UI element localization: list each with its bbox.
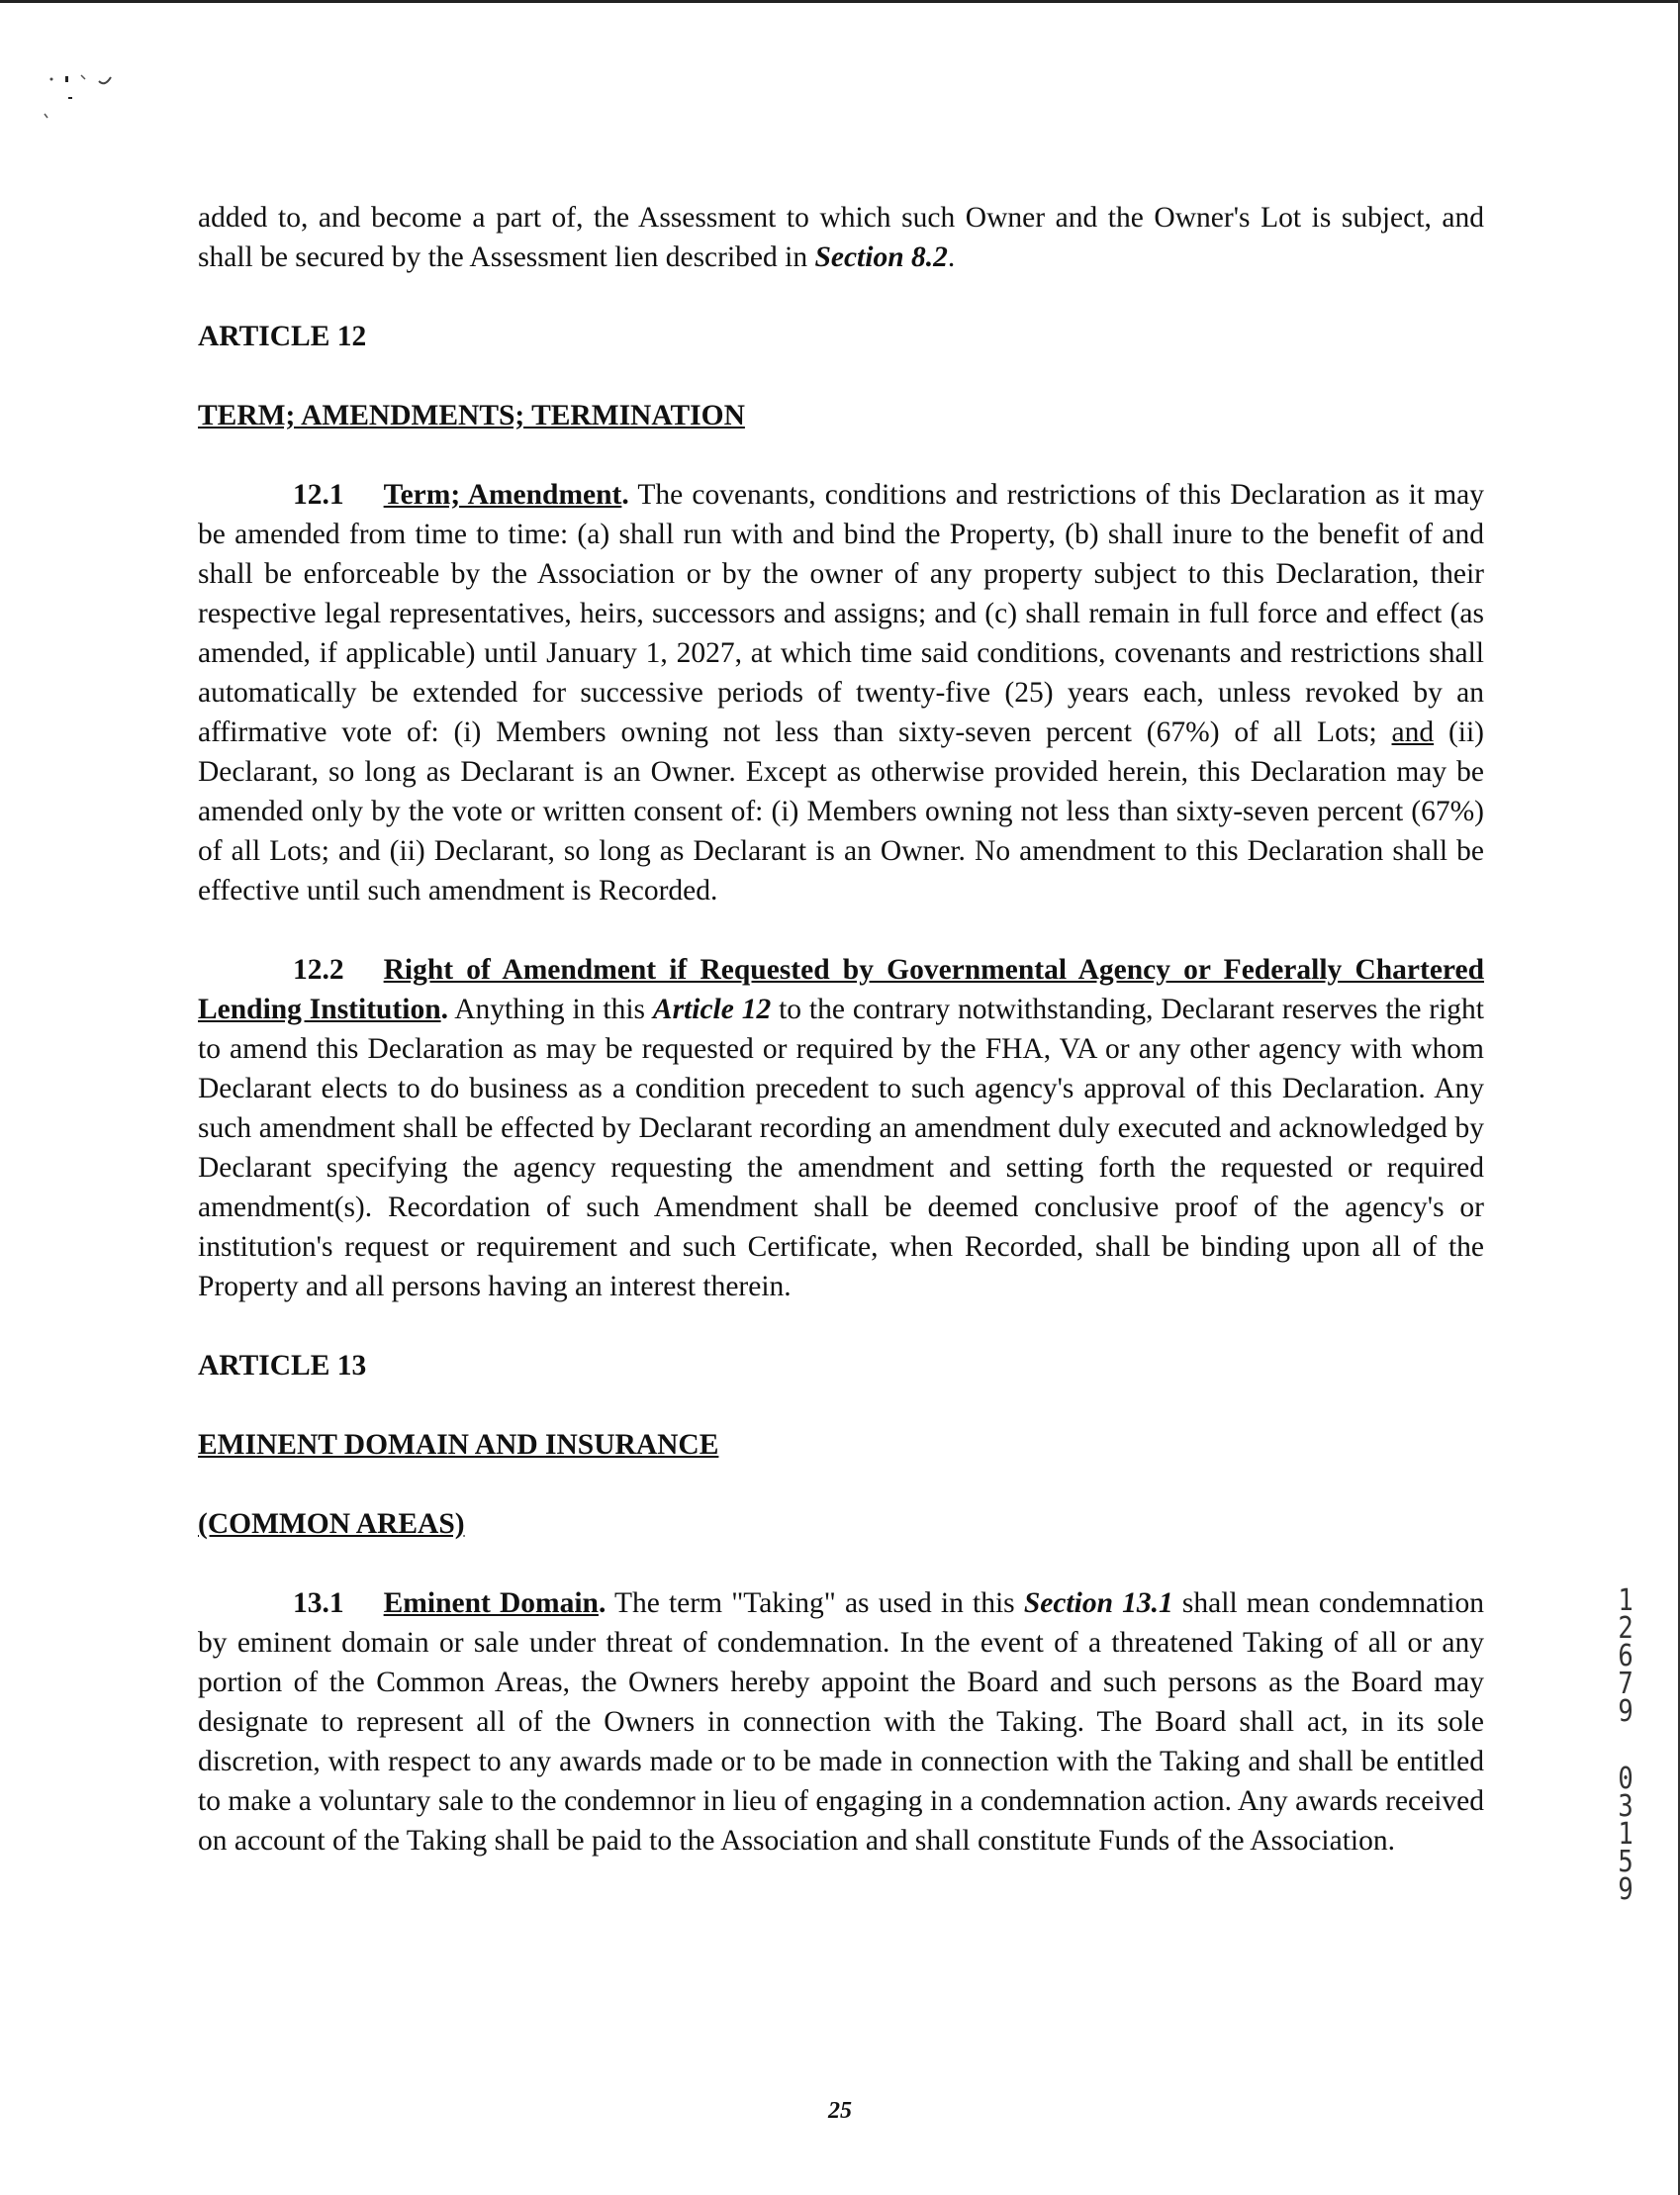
section-12-1-text: The covenants, conditions and restrictions of this Declaration as it may be amended from time to time: (a) shall run with and bind the Property, (b) shall inure to the benefit of and shall be enforceable by the Association or by the owner of any property subject to this Declaration, their respective legal representatives, heirs, successors and assigns; and (c) shall remain in full force and effect (as amended, if applicable) until January 1, 2027, at which time said conditions, covenants and restrictions shall automatically be extended for successive periods of twenty-five (25) years each, unless revoked by an affirmative vote of: (i) Members owning not less than sixty-seven percent (67%) of all Lots;	[198, 479, 1484, 748]
article-13-title-text: EMINENT DOMAIN AND INSURANCE	[198, 1429, 719, 1461]
section-12-1-text-cont: (ii) Declarant, so long as Declarant is an Owner. Except as otherwise provided herein, this Declaration may be amended only by the vote or written consent of: (i) Members owning not less than sixty-seven percent (67%) of all Lots; and (ii) Declarant, so long as Declarant is an Owner. No amendment to this Declaration shall be effective until such amendment is Recorded.	[198, 716, 1484, 907]
section-13-1-number: 13.1	[293, 1587, 344, 1619]
article-13-subtitle-text: (COMMON AREAS)	[198, 1508, 465, 1540]
article-13-label: ARTICLE 13	[198, 1350, 367, 1382]
article-13-subtitle	[198, 1504, 1484, 1544]
section-12-1-title: Term; Amendment	[383, 479, 622, 511]
intro-text: added to, and become a part of, the Assessment to which such Owner and the Owner's Lot is subject, and shall be secured by the Assessment lien described in	[198, 202, 1484, 273]
article-13-title	[198, 1425, 1484, 1465]
section-12-2-paragraph: 12.2 Right of Amendment if Requested by Governmental Agency or Federally Chartered Lending Institution. Anything in this Article 12 to the contrary notwithstanding, Declarant reserves the right to amend this Declaration as may be requested or required by the FHA, VA or any other agency with whom Declarant elects to do business as a condition precedent to such agency's approval of this Declaration. Any such amendment shall be effected by Declarant recording an amendment duly executed and acknowledged by Declarant specifying the agency requesting the amendment and setting forth the requested or required amendment(s). Recordation of such Amendment shall be deemed conclusive proof of the agency's or institution's request or requirement and such Certificate, when Recorded, shall be binding upon all of the Property and all persons having an interest therein.	[198, 954, 1484, 1302]
section-12-1-number: 12.1	[293, 479, 344, 511]
article-12-title	[198, 396, 1484, 435]
section-12-2-text: Anything in this	[447, 994, 653, 1025]
page-number: 25	[828, 2098, 852, 2124]
section-13-1-title: Eminent Domain	[383, 1587, 599, 1619]
article-12-title-text: TERM; AMENDMENTS; TERMINATION	[198, 400, 745, 431]
document-body	[198, 198, 1484, 1861]
scan-artifact-marks	[30, 59, 148, 148]
section-12-2-title: Right of Amendment if Requested by Governmental Agency or Federally Chartered Lending Institution	[198, 954, 1484, 1025]
section-12-2-number: 12.2	[293, 954, 344, 986]
intro-paragraph	[198, 198, 1484, 277]
section-reference: Section 13.1	[1023, 1587, 1173, 1619]
scan-top-edge	[0, 0, 1680, 3]
section-reference: Section 8.2	[814, 241, 948, 273]
section-12-1-and: and	[1391, 716, 1435, 748]
section-13-1-paragraph: 13.1 Eminent Domain. The term "Taking" as used in this Section 13.1 shall mean condemnation by eminent domain or sale under threat of condemnation. In the event of a threatened Taking of all or any portion of the Common Areas, the Owners hereby appoint the Board and such persons as the Board may designate to represent all of the Owners in connection with the Taking. The Board shall act, in its sole discretion, with respect to any awards made or to be made in connection with the Taking and shall be entitled to make a voluntary sale to the condemnor in lieu of engaging in a condemnation action. Any awards received on account of the Taking shall be paid to the Association and shall constitute Funds of the Association.	[198, 1587, 1484, 1857]
article-12-label: ARTICLE 12	[198, 321, 367, 352]
section-12-1-paragraph: 12.1 Term; Amendment. The covenants, conditions and restrictions of this Declaration as it may be amended from time to time: (a) shall run with and bind the Property, (b) shall inure to the benefit of and shall be enforceable by the Association or by the owner of any property subject to this Declaration, their respective legal representatives, heirs, successors and assigns; and (c) shall remain in full force and effect (as amended, if applicable) until January 1, 2027, at which time said conditions, covenants and restrictions shall automatically be extended for successive periods of twenty-five (25) years each, unless revoked by an affirmative vote of: (i) Members owning not less than sixty-seven percent (67%) of all Lots; and (ii) Declarant, so long as Declarant is an Owner. Except as otherwise provided herein, this Declaration may be amended only by the vote or written consent of: (i) Members owning not less than sixty-seven percent (67%) of all Lots; and (ii) Declarant, so long as Declarant is an Owner. No amendment to this Declaration shall be effective until such amendment is Recorded.	[198, 479, 1484, 907]
section-13-1-text: The term "Taking" as used in this	[606, 1587, 1024, 1619]
intro-text-end: .	[947, 241, 956, 273]
section-12-2-text-cont: to the contrary notwithstanding, Declarant reserves the right to amend this Declaration as may be requested or required by the FHA, VA or any other agency with whom Declarant elects to do business as a condition precedent to such agency's approval of this Declaration. Any such amendment shall be effected by Declarant recording an amendment duly executed and acknowledged by Declarant specifying the agency requesting the amendment and setting forth the requested or required amendment(s). Recordation of such Amendment shall be deemed conclusive proof of the agency's or institution's request or requirement and such Certificate, when Recorded, shall be binding upon all of the Property and all persons having an interest therein.	[198, 994, 1484, 1302]
article-reference: Article 12	[652, 994, 772, 1025]
section-13-1-text-cont: shall mean condemnation by eminent domain or sale under threat of condemnation. In the event of a threatened Taking of all or any portion of the Common Areas, the Owners hereby appoint the Board and such persons as the Board may designate to represent all of the Owners in connection with the Taking. The Board shall act, in its sole discretion, with respect to any awards made or to be made in connection with the Taking and shall be entitled to make a voluntary sale to the condemnor in lieu of engaging in a condemnation action. Any awards received on account of the Taking shall be paid to the Association and shall constitute Funds of the Association.	[198, 1587, 1484, 1857]
recording-number-stamp: 1 2 6 7 9 0 3 1 5 9	[1618, 1583, 1633, 1907]
